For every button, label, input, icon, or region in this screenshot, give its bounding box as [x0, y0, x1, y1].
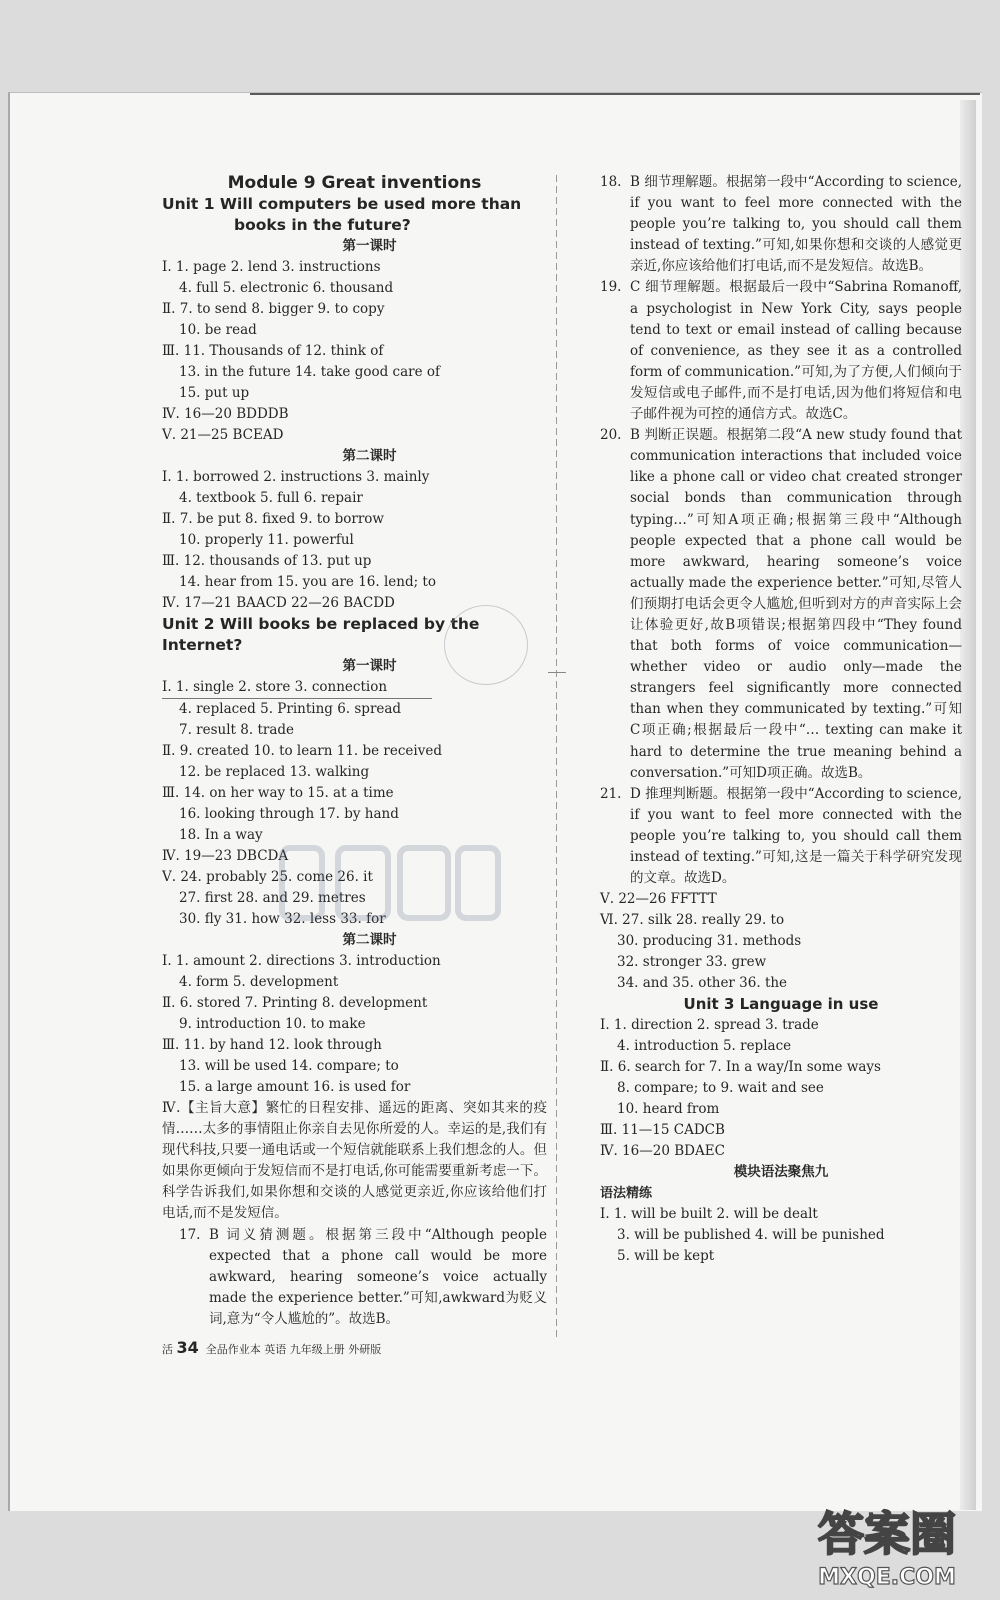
answer-line: 16. looking through 17. by hand — [179, 806, 399, 822]
answer-line: 34. and 35. other 36. the — [617, 975, 788, 992]
left-column — [162, 172, 547, 1330]
lesson-title: 第二课时 — [342, 448, 397, 464]
answer-line: Ⅲ. 11. Thousands of 12. think of — [162, 343, 384, 359]
right-column — [600, 172, 962, 1267]
answer-line: Ⅰ. 1. single 2. store 3. connection — [162, 677, 432, 699]
answer-line: 4. introduction 5. replace — [617, 1038, 792, 1055]
logo-text: 答案圈 — [818, 1507, 956, 1561]
answer-line: 13. will be used 14. compare; to — [179, 1058, 399, 1074]
answer-line: Ⅰ. 1. direction 2. spread 3. trade — [600, 1017, 819, 1034]
grammar-title: 模块语法聚焦九 — [733, 1164, 829, 1181]
answer-line: Ⅳ. 19—23 DBCDA — [162, 848, 289, 864]
answer-line: Ⅴ. 22—26 FFTTT — [600, 891, 717, 908]
question-number: 20. — [600, 427, 622, 444]
question-answer: C 细节理解题。根据最后一段中“Sabrina Romanoff, a psychologist in New York City, says people tend to text or email instead of calling because of convenience, as they see it as a controlled form of communication.”可知,为了方便,人们倾向于发短信或电子邮件,而不是打电话,因为他们将短信和电子邮件视为可控的通信方式。故选C。 — [630, 279, 962, 423]
question-item — [600, 784, 962, 889]
watermark-graphic — [278, 842, 503, 924]
answer-line: Ⅳ. 16—20 BDAEC — [600, 1143, 725, 1160]
logo-url: MXQE.COM — [818, 1565, 956, 1590]
question-answer: B 词义猜测题。根据第三段中“Although people expected that a phone call would be more awkward, hearing someone’s voice actually made the experience better.”可知,awkward为贬义词,意为“令人尴尬的”。故选B。 — [209, 1226, 547, 1327]
footer-prefix: 活 — [162, 1343, 173, 1356]
answer-line: Ⅱ. 7. be put 8. fixed 9. to borrow — [162, 511, 384, 527]
answer-line: 30. fly 31. how 32. less 33. for — [179, 911, 386, 927]
answer-line: 12. be replaced 13. walking — [179, 764, 370, 780]
answer-line: 10. heard from — [617, 1101, 720, 1118]
answer-line: 9. introduction 10. to make — [179, 1016, 366, 1032]
answer-line: Ⅲ. 12. thousands of 13. put up — [162, 553, 372, 569]
footer-text: 全品作业本 英语 九年级上册 外研版 — [205, 1343, 382, 1356]
answer-line: Ⅱ. 6. search for 7. In a way/In some ways — [600, 1059, 881, 1076]
unit1-title-line2: books in the future? — [234, 216, 411, 234]
question-item — [162, 1225, 547, 1330]
question-answer: B 细节理解题。根据第一段中“According to science, if you want to feel more connected with the people you’re talking to, you should call them instead of texting.”可知,如果你想和交谈的人感觉更亲近,你应该给他们打电话,而不是发短信。故选B。 — [630, 174, 962, 275]
question-number: 17. — [179, 1226, 201, 1243]
answer-line: 10. properly 11. powerful — [179, 532, 354, 548]
answer-line: 30. producing 31. methods — [617, 933, 802, 950]
answer-line: Ⅱ. 9. created 10. to learn 11. be received — [162, 743, 442, 759]
answer-line: Ⅰ. 1. borrowed 2. instructions 3. mainly — [162, 469, 430, 485]
answer-line: 15. put up — [179, 385, 250, 401]
page-number: 34 — [176, 1338, 199, 1357]
grammar-subtitle: 语法精练 — [600, 1186, 653, 1202]
answer-line: Ⅲ. 14. on her way to 15. at a time — [162, 785, 394, 801]
site-logo — [792, 1494, 982, 1594]
question-answer: D 推理判断题。根据第一段中“According to science, if you want to feel more connected with the people you’re talking to, you should call them instead of texting.”可知,这是一篇关于科学研究发现的文章。故选D。 — [630, 785, 962, 887]
answer-line: Ⅴ. 24. probably 25. come 26. it — [162, 869, 373, 885]
answer-line: Ⅰ. 1. page 2. lend 3. instructions — [162, 259, 381, 275]
answer-line: 4. replaced 5. Printing 6. spread — [179, 701, 402, 717]
answer-line: 13. in the future 14. take good care of — [179, 364, 441, 380]
question-number: 21. — [600, 785, 622, 802]
answer-line: Ⅵ. 27. silk 28. really 29. to — [600, 912, 785, 929]
answer-line: 7. result 8. trade — [179, 722, 295, 738]
answer-line: Ⅱ. 6. stored 7. Printing 8. development — [162, 995, 428, 1011]
crop-mark — [548, 672, 566, 673]
answer-line: 15. a large amount 16. is used for — [179, 1079, 411, 1095]
answer-line: Ⅰ. 1. will be built 2. will be dealt — [600, 1206, 818, 1223]
answer-line: Ⅴ. 21—25 BCEAD — [162, 427, 284, 443]
round-stamp — [444, 605, 528, 685]
answer-line: 4. full 5. electronic 6. thousand — [179, 280, 394, 296]
answer-line: 27. first 28. and 29. metres — [179, 890, 366, 906]
answer-line: Ⅲ. 11. by hand 12. look through — [162, 1037, 382, 1053]
question-item — [600, 277, 962, 425]
answer-line: Ⅲ. 11—15 CADCB — [600, 1122, 725, 1139]
answer-line: Ⅰ. 1. amount 2. directions 3. introduction — [162, 953, 441, 969]
unit3-title: Unit 3 Language in use — [683, 995, 879, 1014]
unit1-title-line1: Unit 1 Will computers be used more than — [162, 195, 522, 213]
answer-line: 14. hear from 15. you are 16. lend; to — [179, 574, 436, 590]
answer-line: Ⅱ. 7. to send 8. bigger 9. to copy — [162, 301, 385, 317]
answer-line: Ⅳ. 17—21 BAACD 22—26 BACDD — [162, 595, 395, 611]
unit2-title: Unit 2 Will books be replaced by the Internet? — [162, 615, 480, 654]
answer-line: 18. In a way — [179, 827, 263, 843]
question-answer: B 判断正误题。根据第二段“A new study found that communication interactions that included voice like a phone call or video chat created stronger social bonds than communication through typing…”可知A项正确;根据第三段中“Although people expected that a phone call would be more awkward, hearing someone’s voice actually made the experience better.”可知,尽管人们预期打电话会更令人尴尬,但听到对方的声音实际上会让体验更好,故B项错误;根据第四段中“They found that both forms of voice communication—whether video or audio only—made the strangers feel significantly more connected than when they communicated by texting.”可知C项正确;根据最后一段中“… texting can make it hard to determine the true meaning behind a conversation.”可知D项正确。故选B。 — [630, 427, 962, 781]
answer-line: 3. will be published 4. will be punished — [617, 1227, 885, 1244]
answer-line: 4. textbook 5. full 6. repair — [179, 490, 363, 506]
module-title: Module 9 Great inventions — [227, 173, 482, 193]
column-divider — [556, 175, 557, 1337]
answer-line: 10. be read — [179, 322, 257, 338]
question-number: 18. — [600, 174, 622, 190]
answer-line: 4. form 5. development — [179, 974, 339, 990]
lesson-title: 第一课时 — [342, 658, 397, 674]
summary-paragraph: Ⅳ.【主旨大意】繁忙的日程安排、遥远的距离、突如其来的疫情……太多的事情阻止你亲自去见你所爱的人。幸运的是,我们有现代科技,只要一通电话或一个短信就能联系上我们想念的人。但如果你更倾向于发短信而不是打电话,你可能需要重新考虑一下。科学告诉我们,如果你想和交谈的人感觉更亲近,你应该给他们打电话,而不是发短信。 — [162, 1100, 547, 1222]
top-rule — [250, 93, 980, 95]
answer-line: Ⅳ. 16—20 BDDDB — [162, 406, 289, 422]
page-footer — [162, 1338, 381, 1360]
answer-line: 5. will be kept — [617, 1248, 715, 1265]
question-item — [600, 425, 962, 784]
lesson-title: 第二课时 — [342, 932, 397, 948]
lesson-title: 第一课时 — [342, 238, 397, 254]
page-edge-shadow — [960, 100, 976, 1510]
question-item — [600, 172, 962, 277]
question-number: 19. — [600, 279, 622, 296]
answer-line: 32. stronger 33. grew — [617, 954, 767, 971]
answer-line: 8. compare; to 9. wait and see — [617, 1080, 824, 1097]
